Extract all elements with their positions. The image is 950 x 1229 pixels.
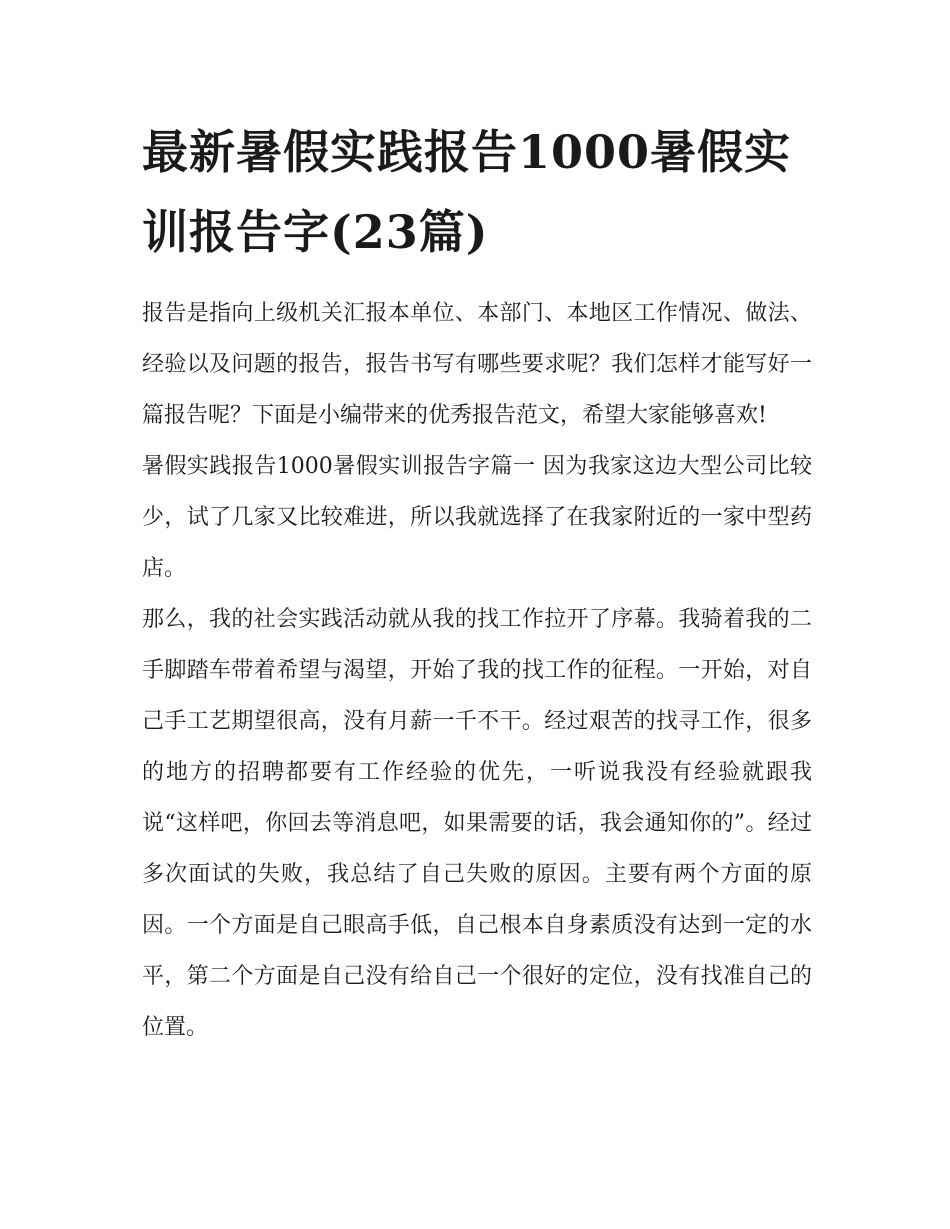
paragraph-job-search: 那么，我的社会实践活动就从我的找工作拉开了序幕。我骑着我的二手脚踏车带着希望与渴望，开始了我的找工作的征程。一开始，对自己手工艺期望很高，没有月薪一千不干。经过艰苦的找寻工作，很多的地方的招聘都要有工作经验的优先，一听说我没有经验就跟我说“这样吧，你回去等消息吧，如果需要的话，我会通知你的”。经过多次面试的失败，我总结了自己失败的原因。主要有两个方面的原因。一个方面是自己眼高手低，自己根本自身素质没有达到一定的水平，第二个方面是自己没有给自己一个很好的定位，没有找准自己的位置。	[142, 607, 812, 1040]
document-page	[142, 112, 812, 1053]
paragraph-chapter-one: 暑假实践报告1000暑假实训报告字篇一 因为我家这边大型公司比较少，试了几家又比较难进，所以我就选择了在我家附近的一家中型药店。	[142, 454, 812, 581]
paragraph-intro: 报告是指向上级机关汇报本单位、本部门、本地区工作情况、做法、经验以及问题的报告，报告书写有哪些要求呢？我们怎样才能写好一篇报告呢？下面是小编带来的优秀报告范文，希望大家能够喜欢!	[142, 301, 812, 428]
document-title: 最新暑假实践报告1000暑假实训报告字(23篇)	[142, 125, 792, 259]
